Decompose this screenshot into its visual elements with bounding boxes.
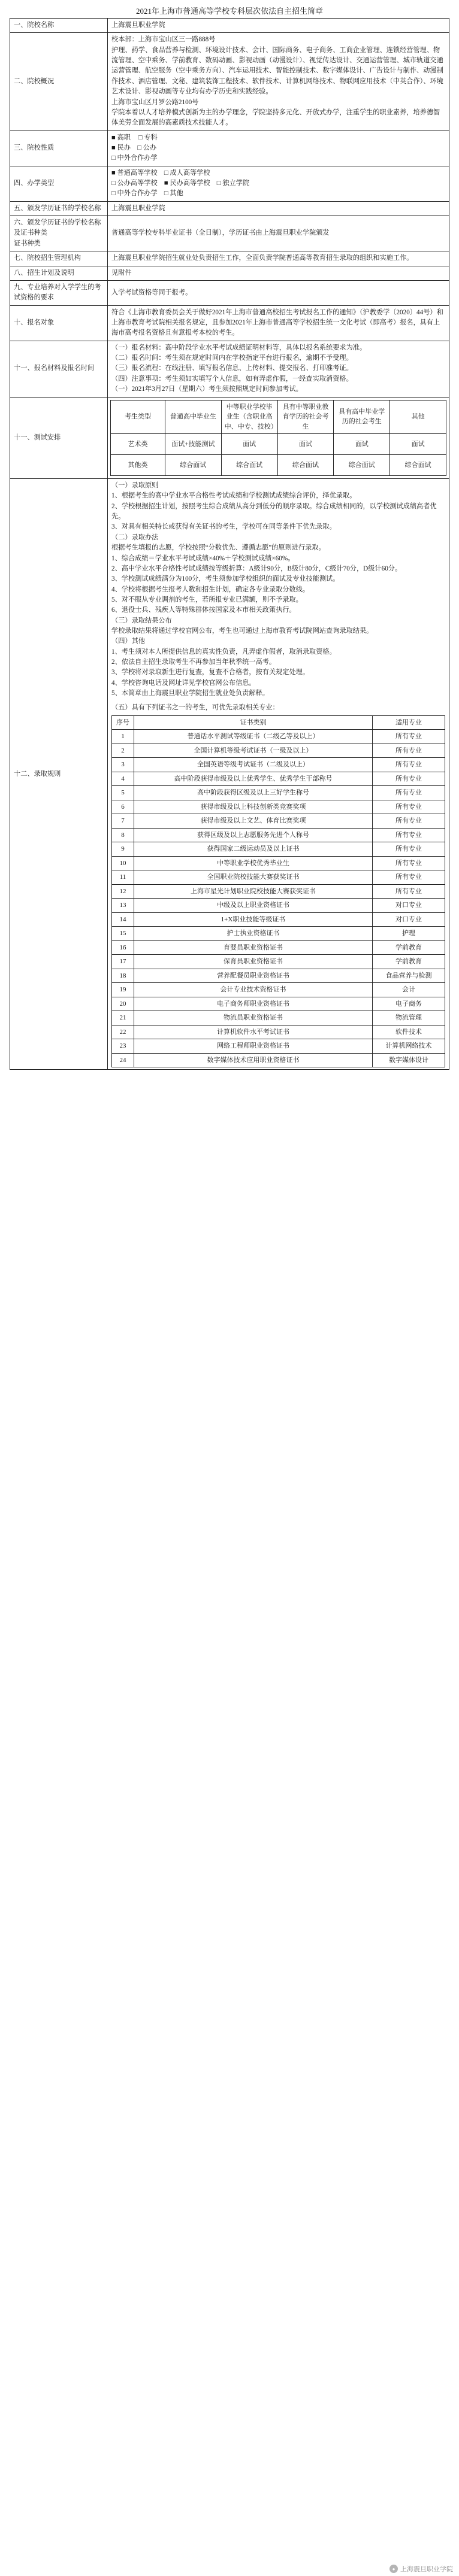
exam-row-2	[111, 434, 446, 455]
rule-line: 1、根据考生的高中学业水平合格性考试成绩和学校测试成绩综合评价，择优录取。	[111, 492, 357, 500]
cert-row	[112, 772, 445, 786]
exam-cell: 综合面试	[277, 455, 334, 476]
cert-major: 所有专业	[373, 730, 445, 744]
exam-cell: 普通高中毕业生	[165, 400, 222, 434]
exam-row-1	[111, 400, 446, 434]
cert-name: 全国职业院校技能大赛获奖证书	[134, 870, 373, 885]
cert-name: 电子商务师职业资格证书	[134, 997, 373, 1011]
cert-major: 对口专业	[373, 912, 445, 927]
cert-name: 获得市级及以上科技创新类竞赛奖项	[134, 800, 373, 814]
cert-label-sub: 证书种类	[14, 239, 41, 247]
rule-line: 6、退役士兵、残疾人等特殊群体按国家及本市相关政策执行。	[111, 606, 296, 614]
cert-name: 上海市星光计划职业院校技能大赛获奖证书	[134, 884, 373, 899]
label-reg-info: 十、报名对象	[10, 305, 108, 341]
cert-name: 普通话水平测试等级证书（二级乙等及以上）	[134, 730, 373, 744]
cert-name: 护士执业资格证书	[134, 927, 373, 941]
cert-major: 学前教育	[373, 940, 445, 955]
cert-name: 获得国家二级运动员及以上证书	[134, 842, 373, 857]
row-exam	[10, 397, 449, 479]
cert-num: 21	[112, 1011, 134, 1025]
cert-name: 获得市级及以上文艺、体育比赛奖项	[134, 814, 373, 829]
cert-header-major: 适用专业	[373, 715, 445, 730]
rule-line: 2、学校根据招生计划，按照考生综合成绩从高分到低分的顺序录取。综合成绩相同的，以学校测试成绩高者优先。	[111, 502, 437, 521]
row-policy	[10, 251, 449, 266]
reg-method-line: （三）报名流程：在线注册、填写报名信息、上传材料、提交报名、打印准考证。	[111, 365, 353, 372]
rule-line: 3、对具有相关特长或获得有关证书的考生，学校可在同等条件下优先录取。	[111, 523, 336, 531]
nature-option: □ 专科	[138, 133, 158, 141]
cert-row	[112, 870, 445, 885]
cert-major: 软件技术	[373, 1025, 445, 1039]
row-school-name	[10, 19, 449, 33]
label-school-code: 五、颁发学历证书的学校名称	[10, 201, 108, 216]
cert-name: 营养配餐员职业资格证书	[134, 969, 373, 983]
cert-row	[112, 997, 445, 1011]
rule-line: 4、学校咨询电话及网址详见学校官网公布信息。	[111, 679, 256, 687]
value-school-type	[108, 166, 449, 201]
cert-major: 数字媒体设计	[373, 1053, 445, 1067]
cert-row	[112, 786, 445, 800]
cert-row	[112, 800, 445, 814]
school-info-line: 校本部：上海市宝山区三一路888号	[111, 36, 216, 44]
reg-method-line: （四）注意事项：考生须如实填写个人信息，如有弄虚作假，一经查实取消资格。	[111, 375, 353, 383]
cert-name: 高中阶段获得市级及以上优秀学生、优秀学生干部称号	[134, 772, 373, 786]
cert-row	[112, 927, 445, 941]
nature-line: □ 中外合作办学	[111, 154, 158, 162]
cert-num: 7	[112, 814, 134, 829]
cert-label-main: 六、颁发学历证书的学校名称及证书种类	[14, 219, 101, 237]
cert-major: 食品营养与检测	[373, 969, 445, 983]
cert-major: 所有专业	[373, 814, 445, 829]
cert-name: 高中阶段获得区级及以上三好学生称号	[134, 786, 373, 800]
cert-num: 10	[112, 856, 134, 870]
exam-cell: 面试	[221, 434, 277, 455]
cert-row	[112, 955, 445, 969]
cert-major: 所有专业	[373, 856, 445, 870]
label-policy: 七、院校招生管理机构	[10, 251, 108, 266]
cert-row	[112, 1053, 445, 1067]
rule-line: （二）录取办法	[111, 533, 159, 541]
rule-line: 5、对不服从专业调剂的考生，若所报专业已满额，则不予录取。	[111, 596, 303, 603]
cert-num: 14	[112, 912, 134, 927]
exam-cell: 综合面试	[334, 455, 390, 476]
exam-cell: 综合面试	[165, 455, 222, 476]
row-school-info	[10, 33, 449, 131]
value-school-name: 上海震旦职业学院	[108, 19, 449, 33]
cert-row	[112, 899, 445, 913]
cert-num: 15	[112, 927, 134, 941]
type-line: □ 公办高等学校 ■ 民办高等学校 □ 独立学院	[111, 180, 250, 187]
cert-num: 6	[112, 800, 134, 814]
exam-cell: 面试+技能测试	[165, 434, 222, 455]
rule-line: 1、考生须对本人所提供信息的真实性负责，凡弄虚作假者，取消录取资格。	[111, 648, 336, 656]
school-info-line: 护理、药学、食品营养与检测、环境设计技术、会计、国际商务、电子商务、工商企业管理、连锁经营管理、物流管理、空中乘务、学前教育、数码动画、影视动画（动漫设计）、视觉传达设计、交通运营管理、城市轨道交通运营管理、航空服务（空中乘务方向）、汽车运用技术、智能控制技术、数字媒体设计、广告设计与制作、动漫制作技术、酒店管理、文秘、建筑装饰工程技术、软件技术、计算机网络技术、物联网应用技术（中英合作）、环境艺术设计、影视动画等专业均有办学历史和实践经验。	[111, 46, 443, 96]
cert-num: 3	[112, 758, 134, 772]
cert-row	[112, 744, 445, 758]
cert-row	[112, 730, 445, 744]
value-cert: 普通高等学校专科毕业证书（全日制），学历证书由上海震旦职业学院颁发	[108, 216, 449, 251]
exam-cell: 面试	[390, 434, 446, 455]
label-exam-method: 十二、录取规则	[10, 479, 108, 1070]
cert-num: 1	[112, 730, 134, 744]
cert-row	[112, 983, 445, 997]
nature-option: ■ 高职	[111, 133, 131, 141]
value-exam	[108, 397, 449, 479]
cert-major: 计算机网络技术	[373, 1039, 445, 1054]
cert-row	[112, 758, 445, 772]
value-exam-method	[108, 479, 449, 1070]
cert-major: 电子商务	[373, 997, 445, 1011]
cert-header-name: 证书类别	[134, 715, 373, 730]
cert-row	[112, 1011, 445, 1025]
cert-major: 物流管理	[373, 1011, 445, 1025]
rule-line: 1、综合成绩＝学业水平考试成绩×40%＋学校测试成绩×60%。	[111, 554, 295, 562]
cert-major: 所有专业	[373, 786, 445, 800]
cert-num: 20	[112, 997, 134, 1011]
cert-row	[112, 828, 445, 842]
school-info-line: 学院本着以人才培养模式创新为主的办学理念，学院坚持多元化、开放式办学，注重学生的职业素养，培养德智体美劳全面发展的高素质技术技能人才。	[111, 108, 440, 127]
cert-name: 计算机软件水平考试证书	[134, 1025, 373, 1039]
cert-name: 会计专业技术资格证书	[134, 983, 373, 997]
label-school-name: 一、院校名称	[10, 19, 108, 33]
cert-num: 2	[112, 744, 134, 758]
cert-num: 11	[112, 870, 134, 885]
cert-header-num: 序号	[112, 715, 134, 730]
cert-row	[112, 940, 445, 955]
value-supervise: 见附件	[108, 266, 449, 280]
cert-num: 12	[112, 884, 134, 899]
cert-num: 19	[112, 983, 134, 997]
exam-cell-label: 考生类型	[111, 400, 165, 434]
cert-num: 8	[112, 828, 134, 842]
cert-name: 中等职业学校优秀毕业生	[134, 856, 373, 870]
cert-name: 物流员职业资格证书	[134, 1011, 373, 1025]
value-reg-method	[108, 341, 449, 397]
row-exam-method	[10, 479, 449, 1070]
rule-line: 根据考生填报的志愿，学校按照“分数优先、遵循志愿”的原则进行录取。	[111, 544, 325, 552]
cert-major: 所有专业	[373, 828, 445, 842]
rule-line: 3、学校将对录取新生进行复查，复查不合格者，按有关规定处理。	[111, 669, 310, 676]
row-school-type	[10, 166, 449, 201]
cert-major: 所有专业	[373, 772, 445, 786]
label-school-info: 二、院校概况	[10, 33, 108, 131]
rule-line: 4、学校将根据考生报考人数和招生计划，确定各专业录取分数线。	[111, 585, 310, 593]
cert-num: 4	[112, 772, 134, 786]
cert-num: 17	[112, 955, 134, 969]
nature-line: ■ 民办 □ 公办	[111, 144, 157, 151]
exam-inner-table	[110, 400, 446, 477]
label-eligible: 九、专业培养对入学学生的考试资格的要求	[10, 280, 108, 305]
rule-line: （一）录取原则	[111, 482, 159, 489]
rule-line: 2、高中学业水平合格性考试成绩按等级折算：A级计90分，B级计80分，C级计70分，D级计60分。	[111, 565, 402, 572]
row-cert	[10, 216, 449, 251]
label-exam: 十一、测试安排	[10, 397, 108, 479]
value-eligible: 入学考试资格等同于报考。	[108, 280, 449, 305]
rule-line: 学校录取结果将通过学校官网公布，考生也可通过上海市教育考试院网站查询录取结果。	[111, 627, 373, 635]
rule-line: （三）录取结果公布	[111, 617, 172, 624]
document-title: 2021年上海市普通高等学校专科层次依法自主招生简章	[135, 7, 323, 16]
exam-cell: 综合面试	[221, 455, 277, 476]
cert-header-row	[112, 715, 445, 730]
row-eligible	[10, 280, 449, 305]
cert-name: 育婴员职业资格证书	[134, 940, 373, 955]
label-school-type: 四、办学类型	[10, 166, 108, 201]
exam-cell: 具有高中毕业学历的社会考生	[334, 400, 390, 434]
exam-cell: 其他	[390, 400, 446, 434]
cert-table	[111, 715, 445, 1068]
cert-name: 全国计算机等级考试证书（一级及以上）	[134, 744, 373, 758]
wechat-icon: ●	[389, 2565, 398, 2573]
cert-row	[112, 969, 445, 983]
exam-row-3	[111, 455, 446, 476]
value-policy: 上海震旦职业学院招生就业处负责招生工作，全面负责学院普通高等教育招生录取的组织和实施工作。	[108, 251, 449, 266]
row-school-nature	[10, 131, 449, 166]
admission-table	[10, 18, 449, 1070]
cert-num: 18	[112, 969, 134, 983]
watermark-text: 上海震旦职业学院	[400, 2566, 453, 2573]
cert-major: 所有专业	[373, 842, 445, 857]
label-supervise: 八、招生计划及说明	[10, 266, 108, 280]
rule-line: 2、依法自主招生录取考生不再参加当年秋季统一高考。	[111, 659, 276, 666]
exam-cell-label: 其他类	[111, 455, 165, 476]
cert-num: 23	[112, 1039, 134, 1054]
exam-cell: 具有中等职业教育学历的社会考生	[277, 400, 334, 434]
cert-name: 网络工程师职业资格证书	[134, 1039, 373, 1054]
rule-line: （四）其他	[111, 638, 145, 645]
row-supervise	[10, 266, 449, 280]
cert-num: 16	[112, 940, 134, 955]
cert-name: 中级及以上职业资格证书	[134, 899, 373, 913]
school-info-line: 上海市宝山区月罗公路2100号	[111, 98, 199, 106]
reg-method-note: （一）2021年3月27日（星期六）考生须按照规定时间参加考试。	[111, 386, 303, 393]
cert-row	[112, 884, 445, 899]
cert-major: 护理	[373, 927, 445, 941]
cert-num: 22	[112, 1025, 134, 1039]
reg-method-line: （一）报名材料：高中阶段学业水平考试成绩证明材料等，具体以报名系统要求为准。	[111, 344, 367, 351]
row-school-code	[10, 201, 449, 216]
value-school-code: 上海震旦职业学院	[108, 201, 449, 216]
value-school-nature	[108, 131, 449, 166]
label-reg-method: 十一、报名材料及报名时间	[10, 341, 108, 397]
cert-name: 获得区级及以上志愿服务先进个人称号	[134, 828, 373, 842]
cert-row	[112, 912, 445, 927]
row-reg-info	[10, 305, 449, 341]
cert-num: 13	[112, 899, 134, 913]
cert-major: 所有专业	[373, 744, 445, 758]
rule-line: 5、本简章由上海震旦职业学院招生就业处负责解释。	[111, 690, 269, 697]
cert-major: 会计	[373, 983, 445, 997]
label-school-nature: 三、院校性质	[10, 131, 108, 166]
cert-row	[112, 1025, 445, 1039]
cert-row	[112, 1039, 445, 1054]
exam-cell: 面试	[277, 434, 334, 455]
type-line: ■ 普通高等学校 □ 成人高等学校	[111, 169, 210, 177]
cert-major: 所有专业	[373, 800, 445, 814]
label-cert	[10, 216, 108, 251]
cert-major: 所有专业	[373, 884, 445, 899]
cert-row	[112, 814, 445, 829]
cert-intro: （五）具有下列证书之一的考生，可优先录取相关专业：	[111, 703, 279, 711]
cert-major: 对口专业	[373, 899, 445, 913]
type-line: □ 中外合作办学 □ 其他	[111, 190, 183, 198]
exam-cell-label: 艺术类	[111, 434, 165, 455]
exam-cell: 综合面试	[390, 455, 446, 476]
cert-num: 5	[112, 786, 134, 800]
cert-major: 学前教育	[373, 955, 445, 969]
cert-name: 全国英语等级考试证书（二级及以上）	[134, 758, 373, 772]
watermark	[389, 2564, 453, 2574]
reg-method-line: （二）报名时间：考生须在规定时间内在学校指定平台进行报名，逾期不予受理。	[111, 354, 353, 362]
cert-row	[112, 842, 445, 857]
cert-major: 所有专业	[373, 758, 445, 772]
cert-name: 保育员职业资格证书	[134, 955, 373, 969]
cert-major: 所有专业	[373, 870, 445, 885]
row-reg-method	[10, 341, 449, 397]
cert-num: 24	[112, 1053, 134, 1067]
rule-line: 3、学校测试成绩满分为100分，考生须参加学校组织的面试及专业技能测试。	[111, 575, 340, 583]
cert-name: 数字媒体技术应用职业资格证书	[134, 1053, 373, 1067]
exam-cell: 面试	[334, 434, 390, 455]
cert-name: 1+X职业技能等级证书	[134, 912, 373, 927]
exam-cell: 中等职业学校毕业生（含职业高中、中专、技校）	[221, 400, 277, 434]
value-school-info	[108, 33, 449, 131]
cert-num: 9	[112, 842, 134, 857]
cert-row	[112, 856, 445, 870]
value-reg-info: 符合《上海市教育委员会关于做好2021年上海市普通高校招生考试报名工作的通知》（沪教委学〔2020〕44号）和上海市教育考试院相关报名规定，且参加2021年上海市普通高等学校招生统一文化考试（即高考）报名，具有上海市高考报名资格且有意报考本校的考生。	[108, 305, 449, 341]
